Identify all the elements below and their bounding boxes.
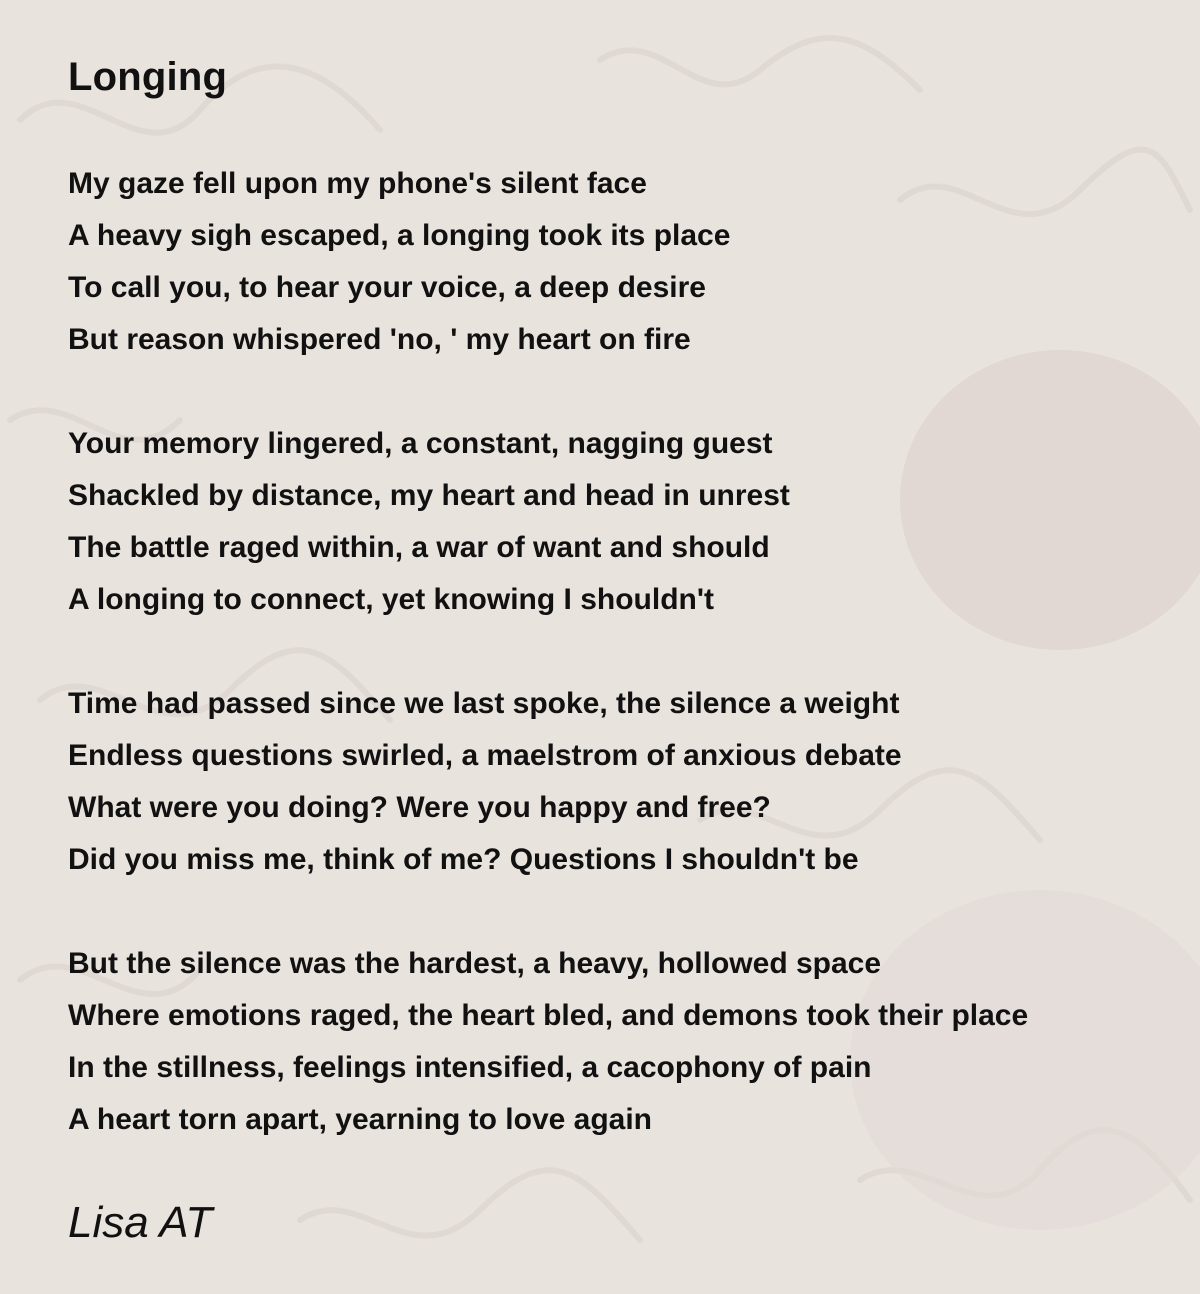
poem-line: Time had passed since we last spoke, the silence a weight [68,687,900,720]
stanza-2 [68,418,1168,626]
poem-line: To call you, to hear your voice, a deep desire [68,271,706,304]
poem-line: What were you doing? Were you happy and free? [68,791,771,824]
poem-line: My gaze fell upon my phone's silent face [68,167,647,200]
poem-line: The battle raged within, a war of want and should [68,531,770,564]
stanza-1 [68,158,1168,366]
poem-title: Longing [68,55,228,99]
poem-line: Did you miss me, think of me? Questions I shouldn't be [68,843,859,876]
stanza-4 [68,938,1168,1146]
poem-container [68,52,1168,1248]
poem-line: A heart torn apart, yearning to love again [68,1103,653,1136]
poem-author: Lisa AT [68,1198,213,1247]
poem-line: Where emotions raged, the heart bled, and demons took their place [68,999,1029,1032]
poem-line: Your memory lingered, a constant, nagging guest [68,427,773,460]
poem-line: A heavy sigh escaped, a longing took its place [68,219,731,252]
poem-line: Endless questions swirled, a maelstrom of anxious debate [68,739,902,772]
poem-line: Shackled by distance, my heart and head in unrest [68,479,790,512]
poem-line: A longing to connect, yet knowing I shouldn't [68,583,714,616]
stanza-3 [68,678,1168,886]
poem-line: But the silence was the hardest, a heavy, hollowed space [68,947,882,980]
poem-line: In the stillness, feelings intensified, a cacophony of pain [68,1051,872,1084]
poem-line: But reason whispered 'no, ' my heart on fire [68,323,691,356]
